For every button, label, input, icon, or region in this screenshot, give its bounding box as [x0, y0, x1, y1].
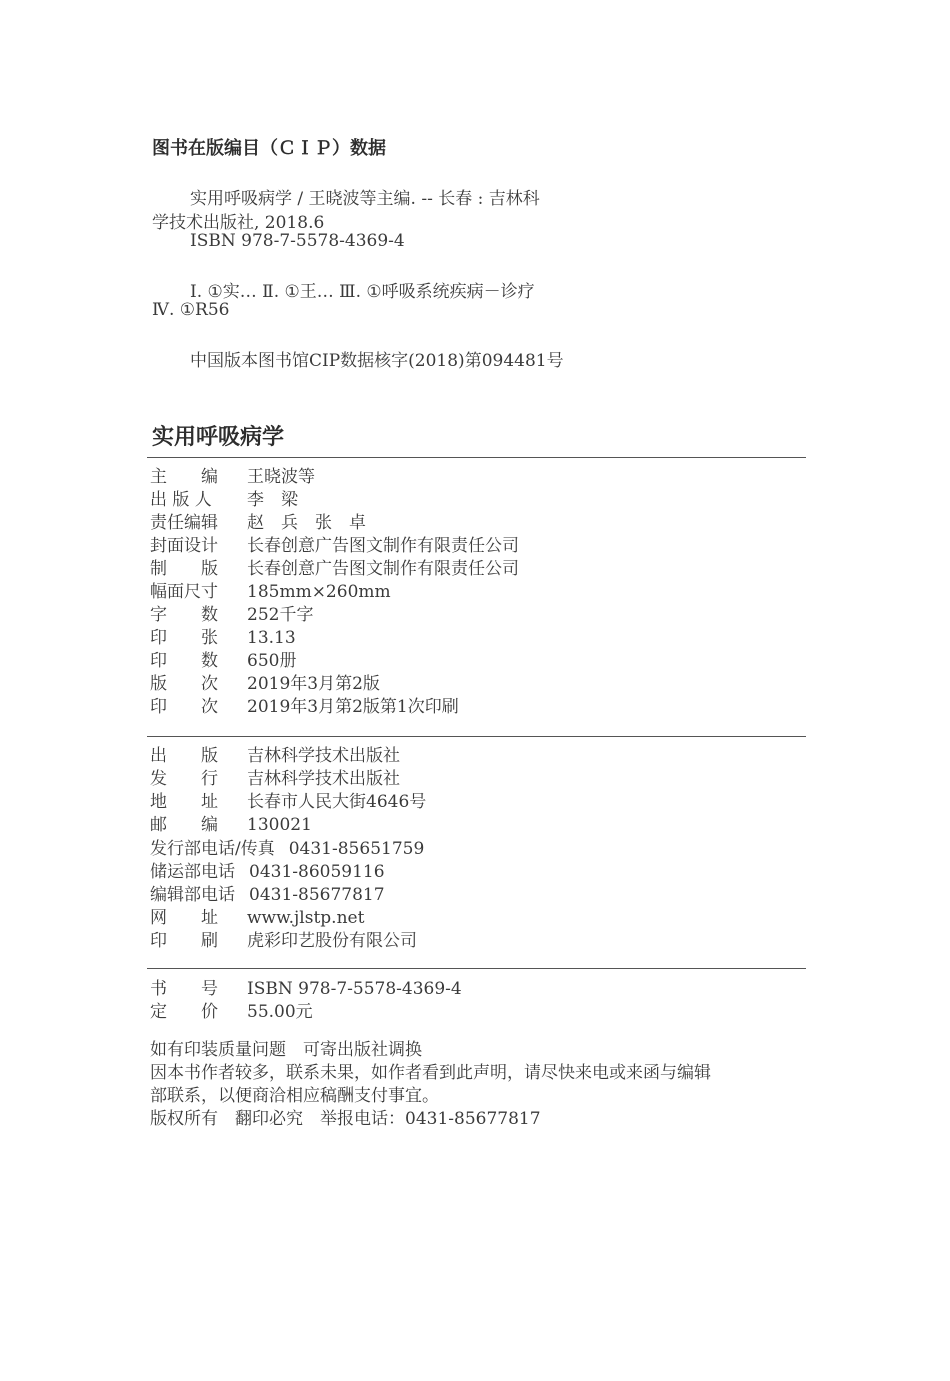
info-row: 印 刷 虎彩印艺股份有限公司 [150, 931, 417, 951]
info-row: 制 版 长春创意广告图文制作有限责任公司 [150, 559, 519, 579]
info-row: 邮 编 130021 [150, 815, 312, 835]
info-row: 封面设计 长春创意广告图文制作有限责任公司 [150, 536, 519, 556]
info-row: 储运部电话 0431-86059116 [150, 862, 385, 882]
divider-1 [147, 457, 806, 458]
cip-line-4: Ⅰ. ①实… Ⅱ. ①王… Ⅲ. ①呼吸系统疾病－诊疗 [190, 282, 535, 302]
cip-line-3: ISBN 978-7-5578-4369-4 [190, 231, 405, 251]
info-row: 责任编辑 赵 兵 张 卓 [150, 513, 366, 533]
info-row: 印 张 13.13 [150, 628, 296, 648]
note-line: 因本书作者较多，联系未果，如作者看到此声明，请尽快来电或来函与编辑 [150, 1063, 711, 1083]
info-row: 网 址 www.jlstp.net [150, 908, 365, 928]
info-row: 版 次 2019年3月第2版 [150, 674, 380, 694]
info-row: 定 价 55.00元 [150, 1002, 313, 1022]
info-row: 编辑部电话 0431-85677817 [150, 885, 385, 905]
note-line: 部联系，以便商洽相应稿酬支付事宜。 [150, 1086, 439, 1106]
info-row: 书 号 ISBN 978-7-5578-4369-4 [150, 979, 462, 999]
cip-heading: 图书在版编目（ＣＩＰ）数据 [152, 138, 386, 159]
info-row: 发行部电话/传真 0431-85651759 [150, 839, 425, 859]
info-row: 字 数 252千字 [150, 605, 314, 625]
note-line: 如有印装质量问题 可寄出版社调换 [150, 1040, 422, 1060]
info-row: 出 版 人 李 梁 [150, 490, 298, 510]
info-row: 印 次 2019年3月第2版第1次印刷 [150, 697, 459, 717]
info-row: 地 址 长春市人民大街4646号 [150, 792, 427, 812]
divider-2 [147, 736, 806, 737]
cip-line-2: 学技术出版社, 2018.6 [152, 213, 325, 233]
info-row: 主 编 王晓波等 [150, 467, 315, 487]
book-title: 实用呼吸病学 [152, 425, 285, 450]
info-row: 印 数 650册 [150, 651, 297, 671]
cip-line-6: 中国版本图书馆CIP数据核字(2018)第094481号 [190, 351, 564, 371]
note-line: 版权所有 翻印必究 举报电话：0431-85677817 [150, 1109, 541, 1129]
info-row: 发 行 吉林科学技术出版社 [150, 769, 400, 789]
cip-line-5: Ⅳ. ①R56 [152, 300, 230, 320]
divider-3 [147, 968, 806, 969]
info-row: 幅面尺寸 185mm×260mm [150, 582, 391, 602]
info-row: 出 版 吉林科学技术出版社 [150, 746, 400, 766]
cip-line-1: 实用呼吸病学 / 王晓波等主编. -- 长春 : 吉林科 [190, 189, 540, 209]
